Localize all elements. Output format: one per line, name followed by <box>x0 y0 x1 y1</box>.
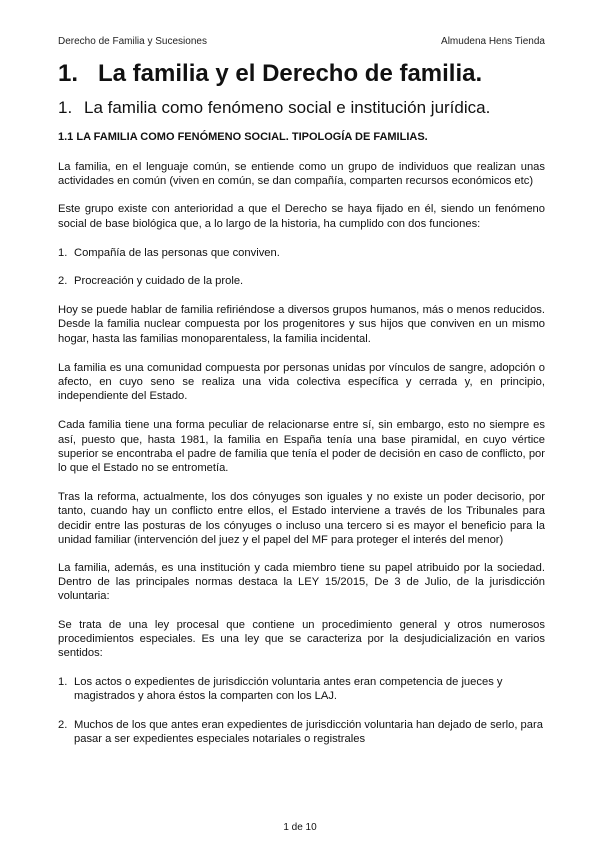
paragraph-4: La familia es una comunidad compuesta por personas unidas por vínculos de sangre, adopción o afecto, en cuyo seno se realiza una vida colectiva específica y cerrada y, en principio, independiente del Estado. <box>58 361 545 403</box>
paragraph-6: Tras la reforma, actualmente, los dos cónyuges son iguales y no existe un poder decisorio, por tanto, cuando hay un conflicto entre ellos, el Estado interviene a través de los Tribunales para decidir entre las posturas de los cónyuges o incluso una tercero si es mayor el beneficio para la unidad familiar (intervención del juez y el papel del MF para proteger el interés del menor) <box>58 491 545 546</box>
section-number: 1. <box>58 98 73 117</box>
list-item-number: 1. <box>58 676 68 689</box>
list-item-number: 2. <box>58 275 68 288</box>
paragraph-5: Cada familia tiene una forma peculiar de relacionarse entre sí, sin embargo, esto no siempre es así, puesto que, hasta 1981, la familia en España tenía una base piramidal, en cuyo vértice superior se encontraba el padre de familia que tenía el poder de decisión en caso de conflicto, por lo que el Estado no se entrometía. <box>58 419 545 475</box>
page-content <box>58 58 545 746</box>
section-title <box>58 96 545 120</box>
paragraph-2: Este grupo existe con anterioridad a que el Derecho se haya fijado en él, siendo un fenómeno social de base biológica que, a lo largo de la historia, ha cumplido con dos funciones: <box>58 203 545 230</box>
list-item-text: Muchos de los que antes eran expedientes de jurisdicción voluntaria han dejado de serlo, para pasar a ser expedientes especiales notariales o registrales <box>74 718 543 745</box>
chapter-title <box>58 58 545 90</box>
list-item-number: 1. <box>58 246 68 259</box>
page-header <box>58 36 545 47</box>
paragraph-8: Se trata de una ley procesal que contiene un procedimiento general y otros numerosos procedimientos especiales. Es una ley que se caracteriza por la desjudicialización en varios sentidos: <box>58 618 545 660</box>
list-item-text: Los actos o expedientes de jurisdicción voluntaria antes eran competencia de jueces y magistrados y ahora éstos la comparten con los LAJ. <box>74 676 503 703</box>
paragraph-7: La familia, además, es una institución y cada miembro tiene su papel atribuido por la sociedad. Dentro de las principales normas destaca la LEY 15/2015, De 3 de Julio, de la jurisdicción voluntaria: <box>58 562 545 603</box>
list-item-text: Compañía de las personas que conviven. <box>74 246 280 259</box>
list-item <box>58 274 545 288</box>
chapter-number: 1. <box>58 60 79 87</box>
list-item-text: Procreación y cuidado de la prole. <box>74 275 244 288</box>
list-item <box>58 246 545 260</box>
section-title-text: La familia como fenómeno social e institución jurídica. <box>84 98 491 117</box>
chapter-title-text: La familia y el Derecho de familia. <box>98 60 483 87</box>
list-item <box>58 718 545 746</box>
paragraph-1: La familia, en el lenguaje común, se entiende como un grupo de individuos que realizan unas actividades en común (viven en común, se dan compañía, comparten recursos económicos etc) <box>58 161 545 188</box>
header-author: Almudena Hens Tienda <box>441 36 545 47</box>
subsection-heading: 1.1 LA FAMILIA COMO FENÓMENO SOCIAL. TIPOLOGÍA DE FAMILIAS. <box>58 131 428 143</box>
list-item-number: 2. <box>58 718 68 731</box>
paragraph-3: Hoy se puede hablar de familia refiriéndose a diversos grupos humanos, más o menos reducidos. Desde la familia nuclear compuesta por los progenitores y sus hijos que conviven en un mismo hogar, hasta las familias monoparentaless, la familia incidental. <box>58 304 545 345</box>
header-course: Derecho de Familia y Sucesiones <box>58 36 207 47</box>
page-number: 1 de 10 <box>283 822 317 833</box>
list-item <box>58 675 545 703</box>
